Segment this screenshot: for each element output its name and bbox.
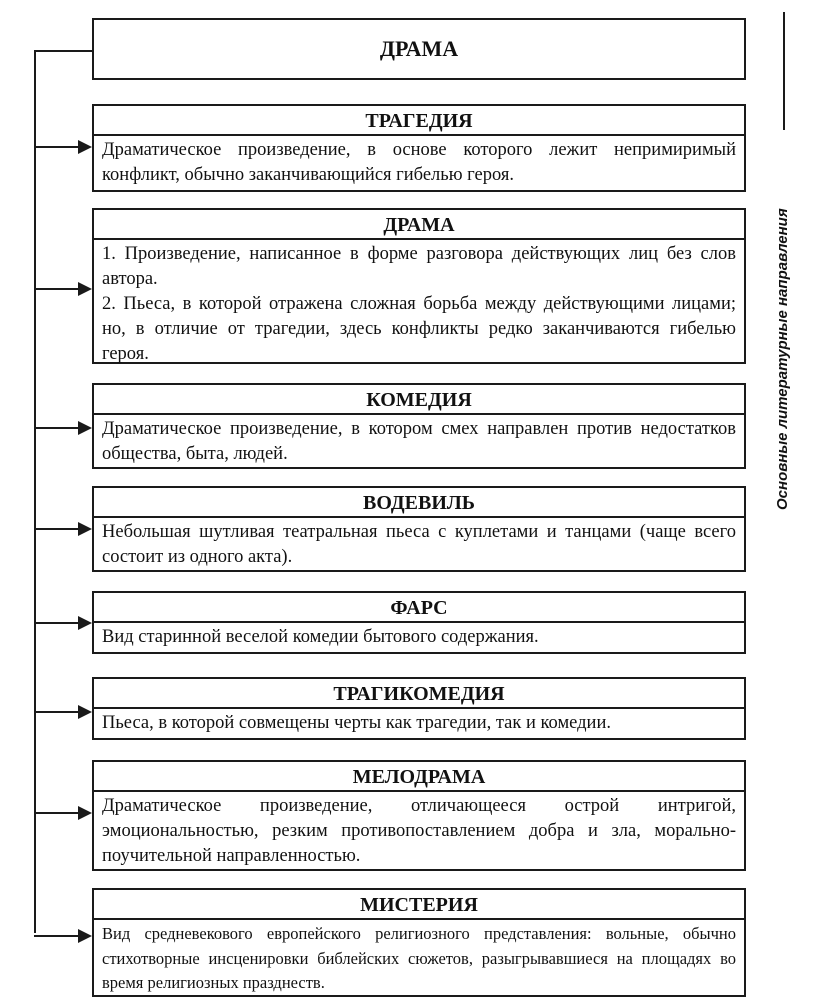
genre-name: КОМЕДИЯ	[94, 385, 744, 415]
side-rule	[783, 12, 785, 130]
connector-top-line	[34, 50, 92, 52]
arrow-drama	[34, 288, 78, 290]
genre-box-comedy	[92, 383, 746, 469]
genre-box-vaudeville	[92, 486, 746, 572]
genre-box-melodrama	[92, 760, 746, 871]
genre-box-mystery	[92, 888, 746, 997]
genre-name: ДРАМА	[94, 210, 744, 240]
arrow-vaudeville	[34, 528, 78, 530]
genre-name: ТРАГИКОМЕДИЯ	[94, 679, 744, 709]
arrow-mystery	[34, 935, 78, 937]
genre-box-farce	[92, 591, 746, 654]
genre-name: МИСТЕРИЯ	[94, 890, 744, 920]
genre-name: ФАРС	[94, 593, 744, 623]
arrow-tragicomedy	[34, 711, 78, 713]
genre-description: Небольшая шутливая театральная пьеса с куплетами и танцами (чаще всего состоит из одного акта).	[102, 522, 736, 567]
genre-name: ВОДЕВИЛЬ	[94, 488, 744, 518]
genre-box-tragedy	[92, 104, 746, 192]
genre-description: Драматическое произведение, в котором смех направлен против недостатков общества, быта, людей.	[102, 419, 736, 464]
genre-description: Пьеса, в которой совмещены черты как трагедии, так и комедии.	[102, 713, 611, 733]
genre-box-drama	[92, 208, 746, 364]
genre-description: Вид старинной веселой комедии бытового содержания.	[102, 627, 539, 647]
arrow-tragedy	[34, 146, 78, 148]
connector-spine	[34, 50, 36, 933]
genre-name: ТРАГЕДИЯ	[94, 106, 744, 136]
genre-name: МЕЛОДРАМА	[94, 762, 744, 792]
arrow-comedy	[34, 427, 78, 429]
genre-box-tragicomedy	[92, 677, 746, 740]
genre-description: Вид средневекового европейского религиозного представления: вольные, обычно стихотворные инсценировки библейских сюжетов, разыгрывавшиеся на площадях во время религиозных празднеств.	[102, 924, 736, 992]
genre-description: Драматическое произведение, в основе которого лежит непримиримый конфликт, обычно заканчивающийся гибелью героя.	[102, 140, 736, 185]
arrow-farce	[34, 622, 78, 624]
title-box	[92, 18, 746, 80]
diagram-title: ДРАМА	[379, 36, 459, 61]
side-label: Основные литературные направления	[774, 208, 791, 510]
genre-description: 1. Произведение, написанное в форме разговора действующих лиц без слов автора. 2. Пьеса, в которой отражена сложная борьба между действующими лицами; но, в отличие от трагедии, здесь конфликты редко заканчиваются гибелью героя.	[102, 244, 736, 364]
arrow-melodrama	[34, 812, 78, 814]
genre-description: Драматическое произведение, отличающееся острой интригой, эмоциональностью, резким противопоставлением добра и зла, морально-поучительной направленностью.	[102, 796, 736, 866]
